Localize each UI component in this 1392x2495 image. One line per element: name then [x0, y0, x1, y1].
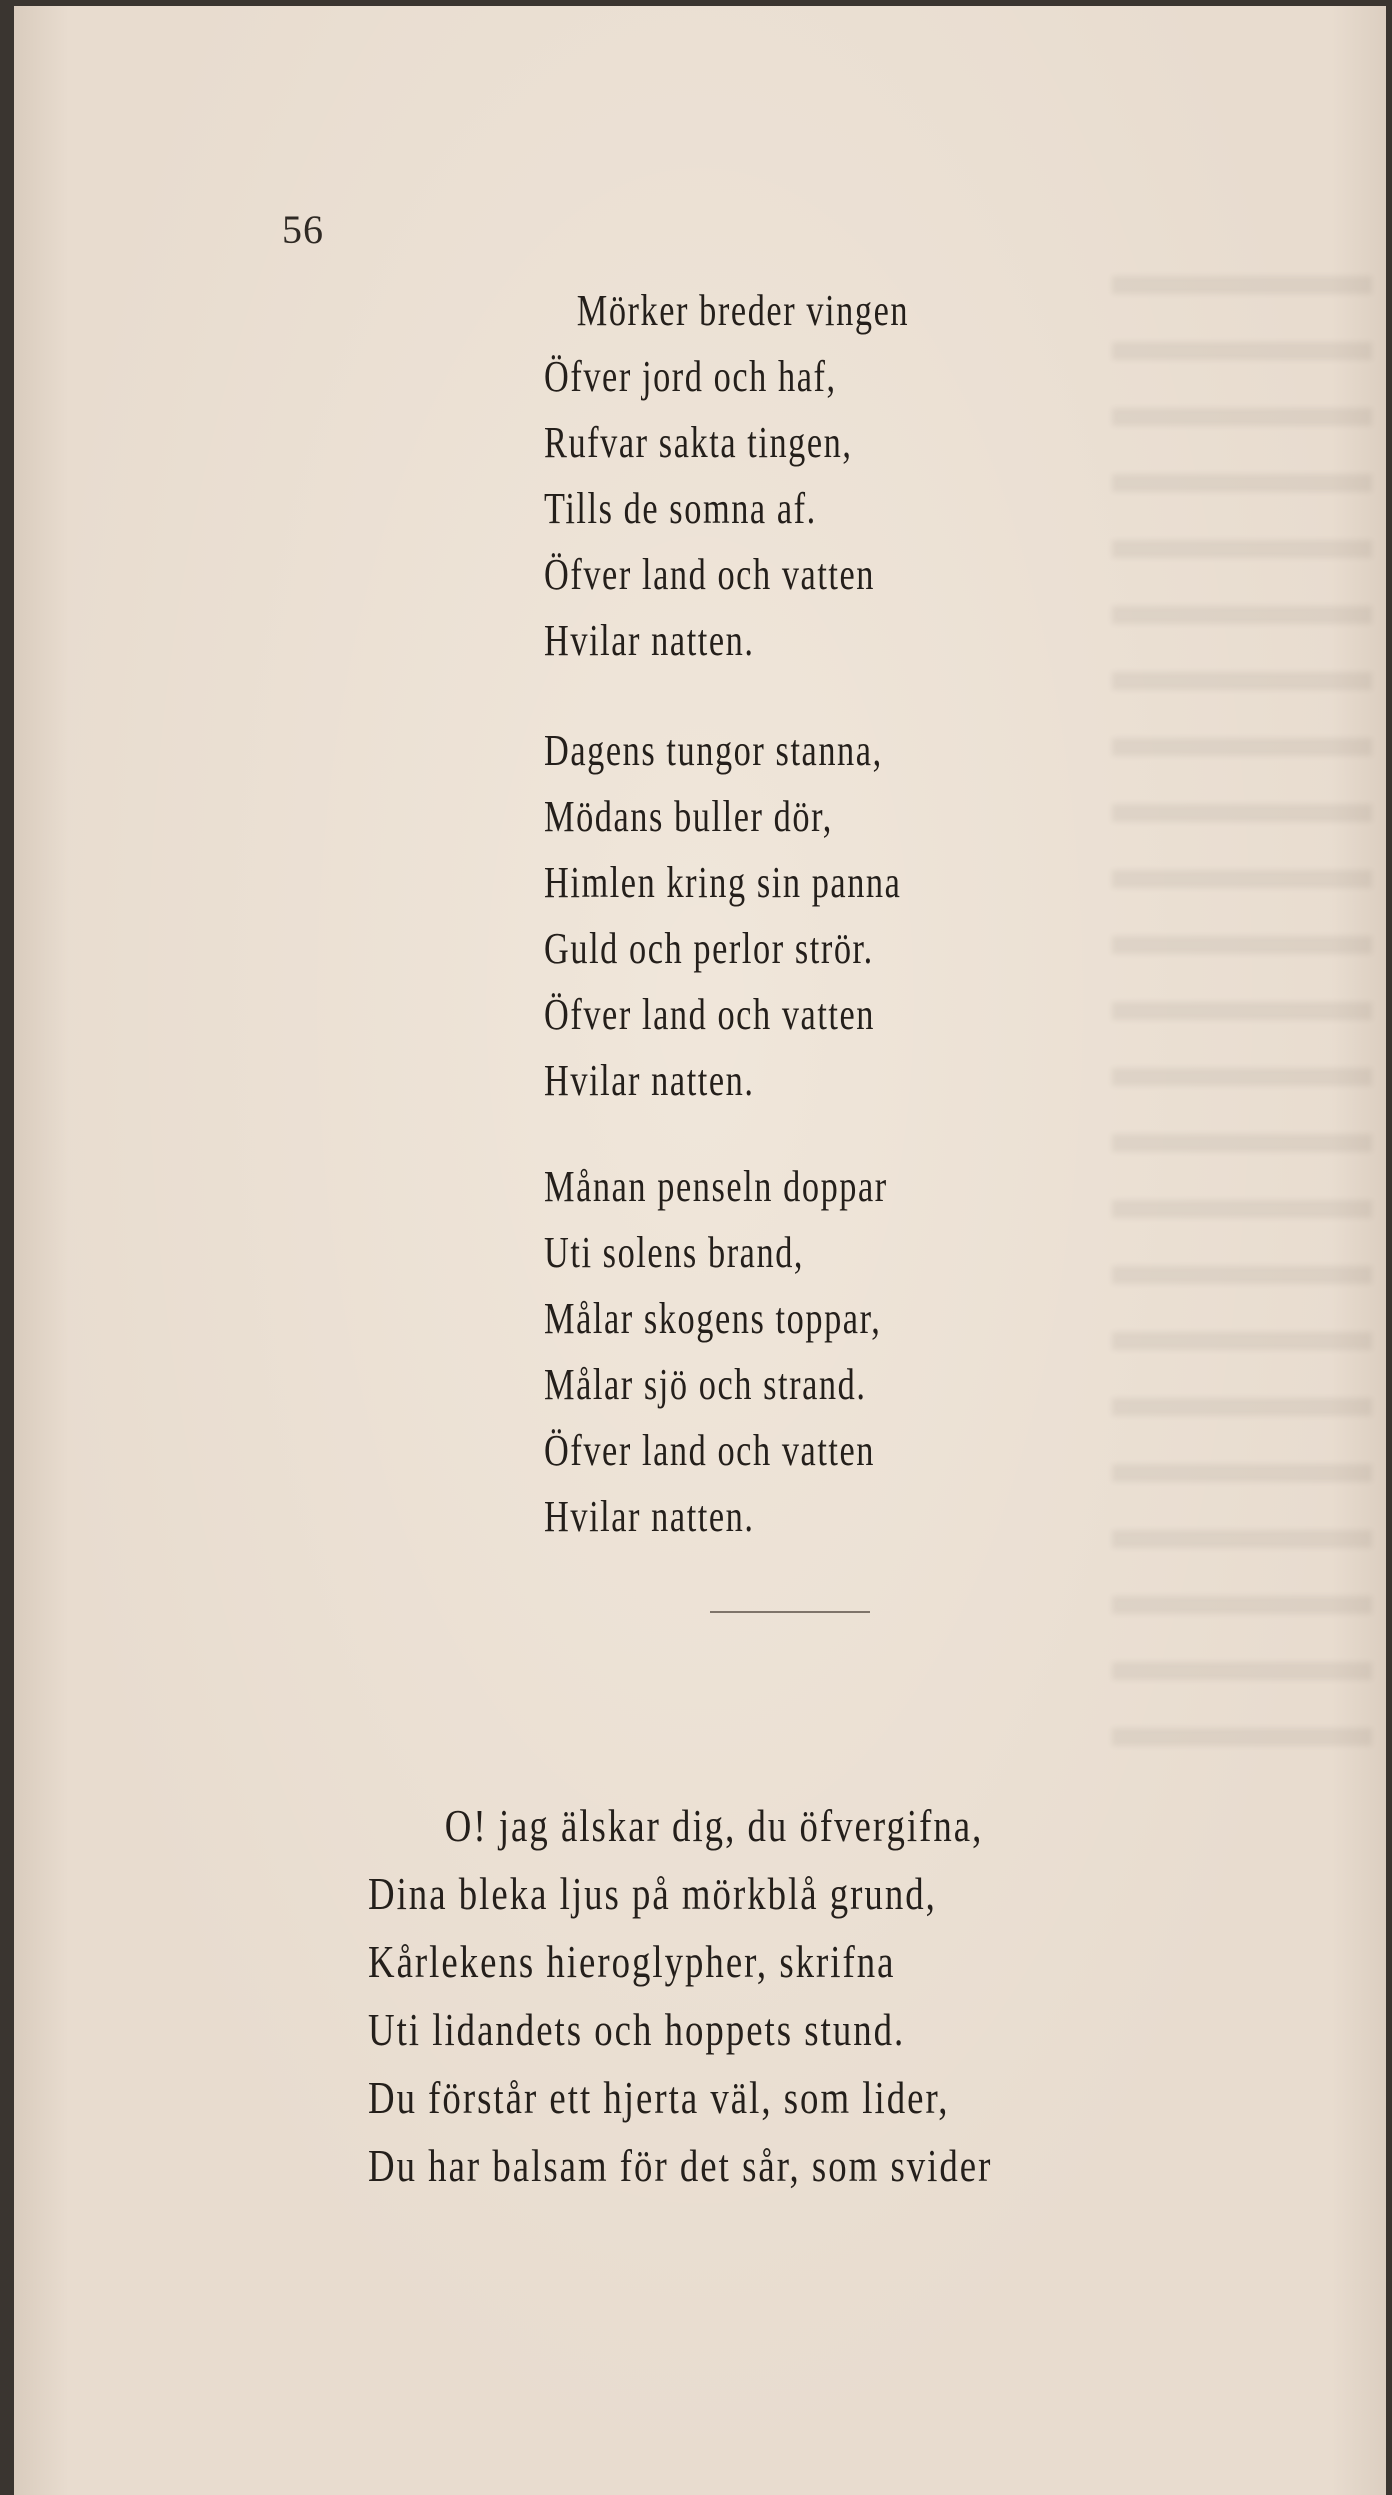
show-through-text: [1112, 276, 1372, 1756]
poem-line: Målar sjö och strand.: [544, 1360, 867, 1409]
poem-line: Öfver jord och haf,: [544, 352, 837, 401]
poem-line: Du förstår ett hjerta väl, som lider,: [368, 2072, 950, 2123]
page-number: 56: [282, 207, 324, 252]
poem-line: Rufvar sakta tingen,: [544, 418, 853, 467]
stanza-1: [544, 278, 1104, 674]
poem-line: Dagens tungor stanna,: [544, 726, 883, 775]
second-poem: [368, 1792, 1268, 2200]
poem-line: Uti lidandets och hoppets stund.: [368, 2004, 906, 2055]
poem-line: Månan penseln doppar: [544, 1162, 888, 1211]
poem-line: Dina bleka ljus på mörkblå grund,: [368, 1868, 937, 1919]
poem-line: Öfver land och vatten: [544, 550, 876, 599]
poem-line: O! jag älskar dig, du öfvergifna,: [444, 1800, 984, 1851]
poem-line: Uti solens brand,: [544, 1228, 805, 1277]
stanza-3: [544, 1154, 1104, 1550]
stanza-2: [544, 718, 1104, 1114]
section-divider: [710, 1611, 870, 1613]
poem-line: Hvilar natten.: [544, 1492, 755, 1541]
poem-line: Mörker breder vingen: [576, 286, 910, 335]
poem-line: Kårlekens hieroglypher, skrifna: [368, 1936, 896, 1987]
poem-line: Målar skogens toppar,: [544, 1294, 882, 1343]
poem-line: Himlen kring sin panna: [544, 858, 902, 907]
poem-line: Guld och perlor strör.: [544, 924, 874, 973]
poem-line: Tills de somna af.: [544, 484, 817, 533]
poem-line: Öfver land och vatten: [544, 1426, 876, 1475]
poem-line: Hvilar natten.: [544, 1056, 755, 1105]
poem-line: Hvilar natten.: [544, 616, 755, 665]
poem-line: Öfver land och vatten: [544, 990, 876, 1039]
book-page: [14, 6, 1386, 2495]
poem-line: Du har balsam för det sår, som svider: [368, 2140, 993, 2191]
poem-line: Mödans buller dör,: [544, 792, 833, 841]
